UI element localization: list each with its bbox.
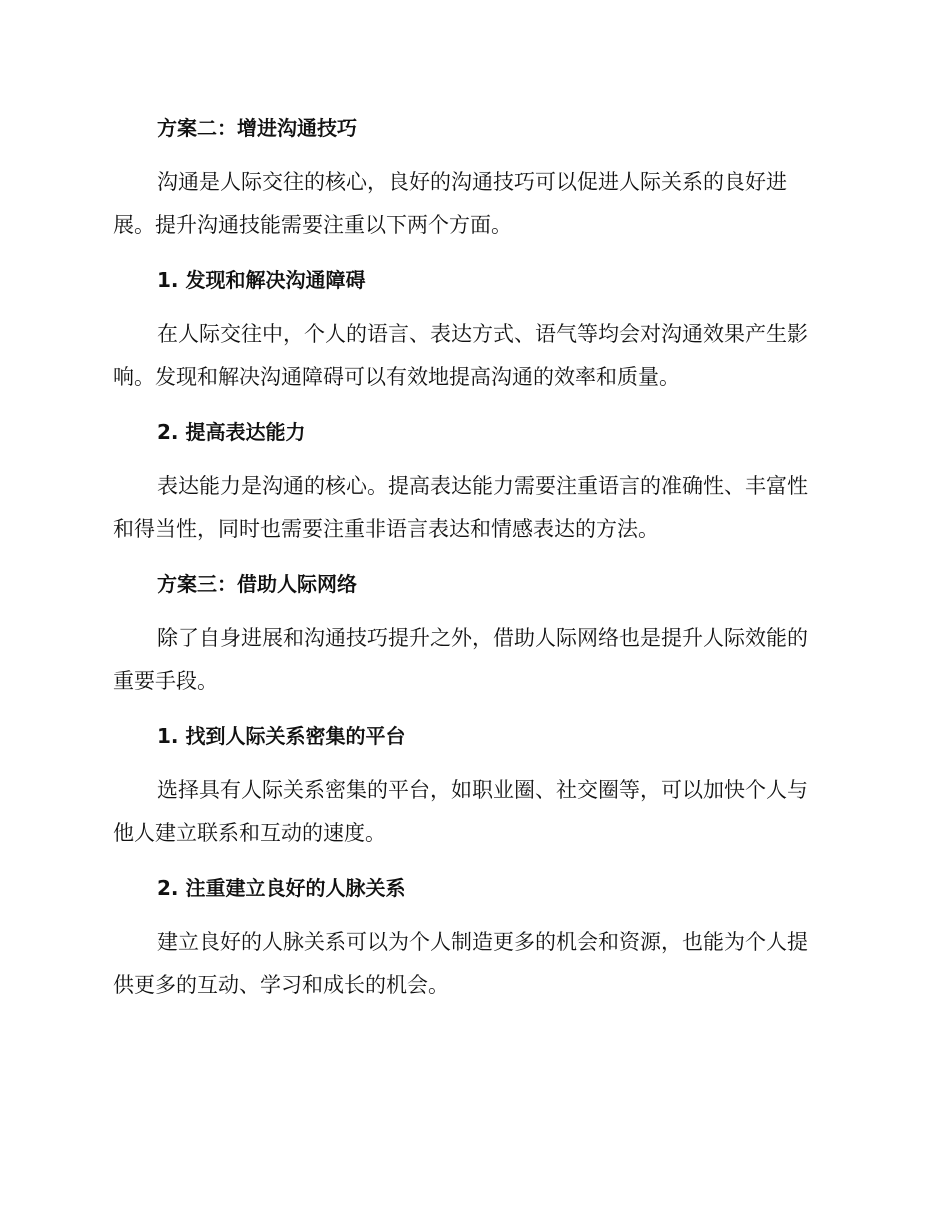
paragraph-line: 沟通是人际交往的核心，良好的沟通技巧可以促进人际关系的良好进 — [157, 170, 787, 194]
paragraph-line: 他人建立联系和互动的速度。 — [113, 821, 386, 845]
subsection-heading-expression: 2. 提高表达能力 — [157, 420, 306, 444]
paragraph-line: 响。发现和解决沟通障碍可以有效地提高沟通的效率和质量。 — [113, 365, 680, 389]
paragraph-line: 除了自身进展和沟通技巧提升之外，借助人际网络也是提升人际效能的 — [157, 626, 808, 650]
paragraph-line: 选择具有人际关系密集的平台，如职业圈、社交圈等，可以加快个人与 — [157, 778, 808, 802]
paragraph-line: 展。提升沟通技能需要注重以下两个方面。 — [113, 213, 512, 237]
paragraph-line: 重要手段。 — [113, 669, 218, 693]
subsection-heading-platform: 1. 找到人际关系密集的平台 — [157, 724, 406, 748]
paragraph-expression — [113, 465, 833, 551]
paragraph-plan-three — [113, 617, 833, 703]
document-body — [113, 108, 833, 1020]
paragraph-plan-two — [113, 161, 833, 247]
paragraph-line: 表达能力是沟通的核心。提高表达能力需要注重语言的准确性、丰富性 — [157, 474, 808, 498]
paragraph-line: 供更多的互动、学习和成长的机会。 — [113, 973, 449, 997]
paragraph-platform — [113, 769, 833, 855]
section-heading-plan-three: 方案三：借助人际网络 — [157, 572, 357, 596]
paragraph-find-barriers — [113, 313, 833, 399]
paragraph-line: 在人际交往中，个人的语言、表达方式、语气等均会对沟通效果产生影 — [157, 322, 808, 346]
paragraph-network — [113, 921, 833, 1007]
paragraph-line: 和得当性，同时也需要注重非语言表达和情感表达的方法。 — [113, 517, 659, 541]
subsection-heading-find-barriers: 1. 发现和解决沟通障碍 — [157, 268, 366, 292]
section-heading-plan-two: 方案二：增进沟通技巧 — [157, 116, 357, 140]
paragraph-line: 建立良好的人脉关系可以为个人制造更多的机会和资源，也能为个人提 — [157, 930, 808, 954]
subsection-heading-network: 2. 注重建立良好的人脉关系 — [157, 876, 406, 900]
